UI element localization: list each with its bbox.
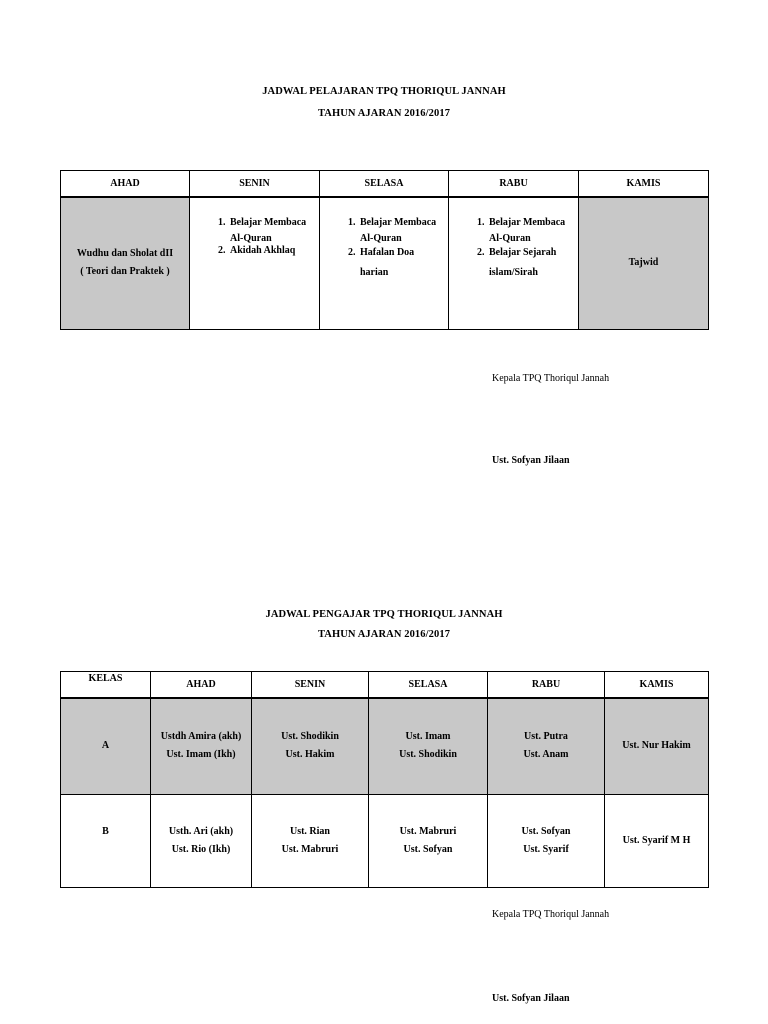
cell-selasa xyxy=(369,698,488,795)
cell-line: Ust. Imam xyxy=(405,731,451,743)
cell-line: Ust. Syarif xyxy=(523,844,569,855)
table-header-row xyxy=(61,171,709,197)
cell-ahad xyxy=(61,197,190,330)
cell-rabu xyxy=(449,197,579,330)
list-item: 1. Belajar Membaca Al-Quran xyxy=(358,215,444,247)
list-item: 2. Belajar Sejarah islam/Sirah xyxy=(487,243,574,283)
list-item: 1. Belajar Membaca Al-Quran xyxy=(487,215,574,247)
signature-name: Ust. Sofyan Jilaan xyxy=(492,993,570,1004)
cell-kamis: Ust. Syarif M H xyxy=(605,795,709,888)
cell-line: Ust. Sofyan xyxy=(521,826,571,837)
cell-line: Usth. Ari (akh) xyxy=(168,826,234,837)
table-row xyxy=(61,795,709,888)
teacher-schedule-title: JADWAL PENGAJAR TPQ THORIQUL JANNAH xyxy=(265,609,503,620)
header-kamis: KAMIS xyxy=(605,672,709,698)
cell-line: Ust. Hakim xyxy=(285,749,335,761)
schedule-title: JADWAL PELAJARAN TPQ THORIQUL JANNAH xyxy=(262,86,506,97)
table-header-row xyxy=(61,672,709,698)
signature-role: Kepala TPQ Thoriqul Jannah xyxy=(492,373,610,384)
header-rabu: RABU xyxy=(488,672,605,698)
cell-senin xyxy=(252,698,369,795)
signature-name: Ust. Sofyan Jilaan xyxy=(492,455,570,466)
table-row xyxy=(61,698,709,795)
signature-role: Kepala TPQ Thoriqul Jannah xyxy=(492,909,610,920)
schedule-subtitle: TAHUN AJARAN 2016/2017 xyxy=(317,108,451,119)
cell-senin xyxy=(190,197,320,330)
cell-kelas: A xyxy=(61,698,151,795)
cell-line: Wudhu dan Sholat dII xyxy=(76,248,174,260)
lesson-schedule-table xyxy=(60,170,709,330)
header-selasa: SELASA xyxy=(320,171,449,197)
header-kelas: KELAS xyxy=(61,672,151,698)
cell-line: Ust. Putra xyxy=(524,731,568,743)
cell-kamis: Tajwid xyxy=(579,197,709,330)
cell-ahad xyxy=(151,698,252,795)
cell-selasa xyxy=(369,795,488,888)
cell-rabu xyxy=(488,795,605,888)
cell-line: ( Teori dan Praktek ) xyxy=(80,266,170,278)
header-senin: SENIN xyxy=(252,672,369,698)
cell-line: Ust. Imam (Ikh) xyxy=(166,749,236,761)
list-item: 2. Hafalan Doa harian xyxy=(358,243,444,283)
cell-line: Ust. Shodikin xyxy=(399,749,457,761)
cell-line: Ust. Mabruri xyxy=(399,826,457,837)
header-ahad: AHAD xyxy=(151,672,252,698)
cell-senin xyxy=(252,795,369,888)
header-kamis: KAMIS xyxy=(579,171,709,197)
header-ahad: AHAD xyxy=(61,171,190,197)
cell-selasa xyxy=(320,197,449,330)
cell-line: Ust. Shodikin xyxy=(281,731,339,743)
cell-kelas: B xyxy=(61,795,151,888)
cell-line: Ust. Anam xyxy=(523,749,569,761)
cell-line: Ustdh Amira (akh) xyxy=(160,731,242,743)
cell-line: Ust. Sofyan xyxy=(403,844,453,855)
cell-rabu xyxy=(488,698,605,795)
header-senin: SENIN xyxy=(190,171,320,197)
teacher-schedule-subtitle: TAHUN AJARAN 2016/2017 xyxy=(317,629,451,640)
list-item: 2. Akidah Akhlaq xyxy=(228,243,315,259)
cell-line: Ust. Rian xyxy=(289,826,330,837)
list-item: 1. Belajar Membaca Al-Quran xyxy=(228,215,315,247)
header-rabu: RABU xyxy=(449,171,579,197)
cell-kamis: Ust. Nur Hakim xyxy=(605,698,709,795)
teacher-schedule-table xyxy=(60,671,709,888)
cell-ahad xyxy=(151,795,252,888)
cell-line: Ust. Mabruri xyxy=(281,844,339,855)
header-selasa: SELASA xyxy=(369,672,488,698)
table-row xyxy=(61,197,709,330)
cell-line: Ust. Rio (Ikh) xyxy=(171,844,231,855)
